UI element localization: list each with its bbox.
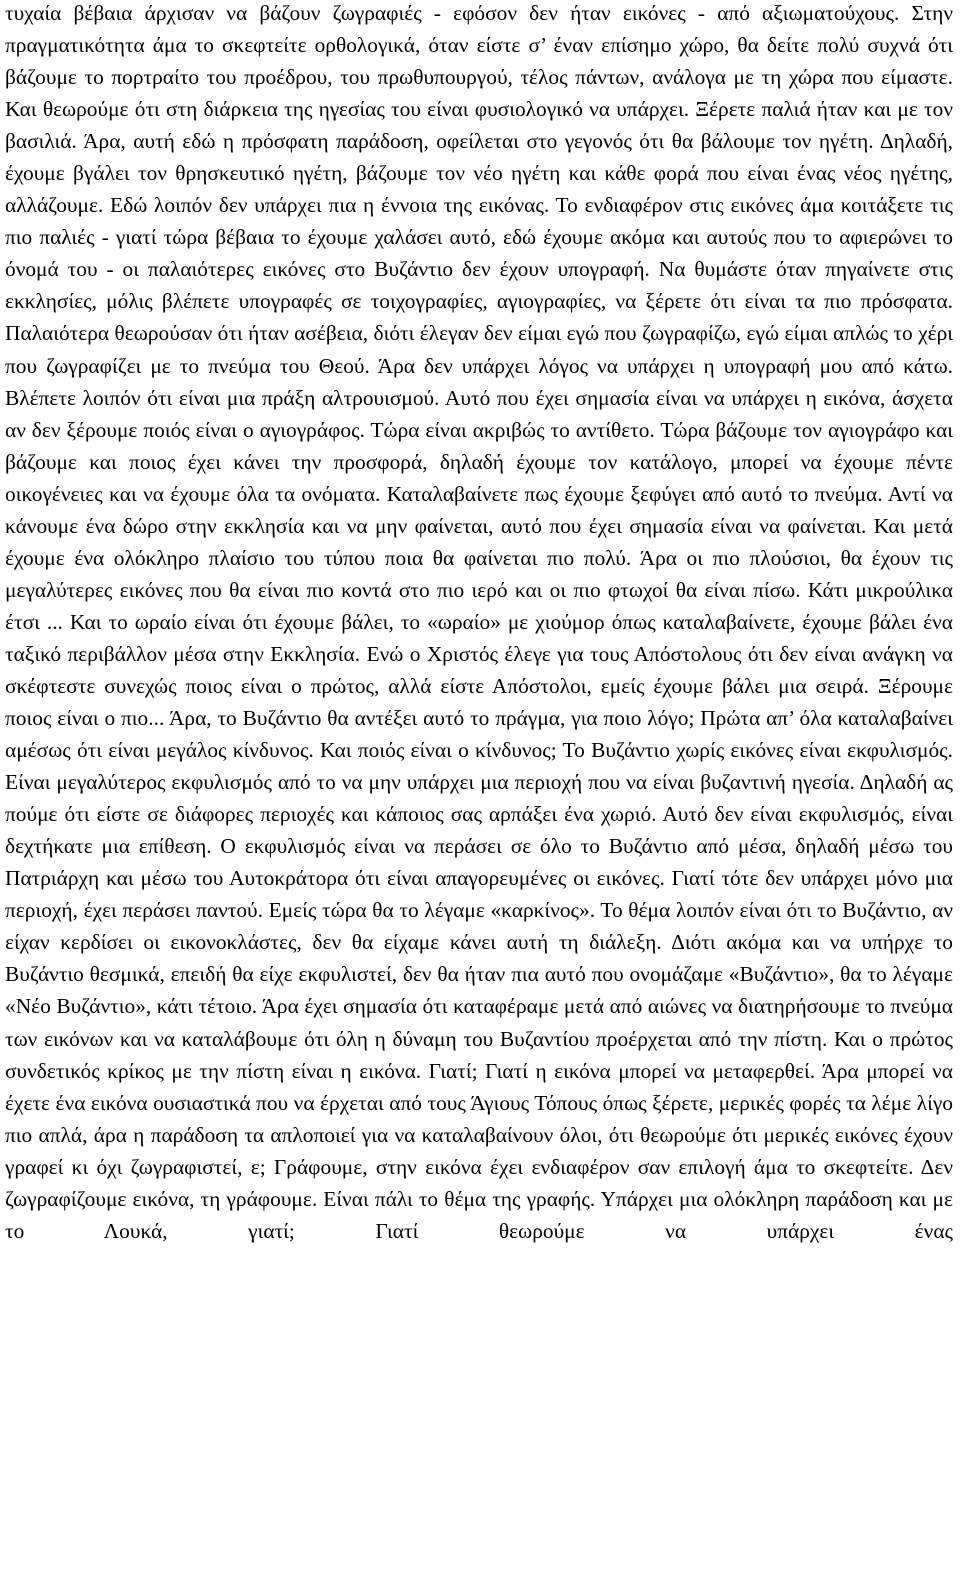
body-paragraph: τυχαία βέβαια άρχισαν να βάζουν ζωγραφιές - εφόσον δεν ήταν εικόνες - από αξιωματούχους. Στην πραγματικότητα άμα το σκεφτείτε ορθολογικά, όταν είστε σ’ έναν επίσημο χώρο, θα δείτε πολύ συχνά ότι βάζουμε το πορτραίτο του προέδρου, του πρωθυπουργού, τέλος πάντων, ανάλογα με τη χώρα που είμαστε. Και θεωρούμε ότι στη διάρκεια της ηγεσίας του είναι φυσιολογικό να υπάρχει. Ξέρετε παλιά ήταν και με τον βασιλιά. Άρα, αυτή εδώ η πρόσφατη παράδοση, οφείλεται στο γεγονός ότι θα βάλουμε τον ηγέτη. Δηλαδή, έχουμε βγάλει τον θρησκευτικό ηγέτη, βάζουμε τον νέο ηγέτη και κάθε φορά που είναι ένας νέος ηγέτης, αλλάζουμε. Εδώ λοιπόν δεν υπάρχει πια η έννοια της εικόνας. Το ενδιαφέρον στις εικόνες άμα κοιτάξετε τις πιο παλιές - γιατί τώρα βέβαια το έχουμε χαλάσει αυτό, εδώ έχουμε ακόμα και αυτούς που το αφιερώνει το όνομά του - οι παλαιότερες εικόνες στο Βυζάντιο δεν έχουν υπογραφή. Να θυμάστε όταν πηγαίνετε στις εκκλησίες, μόλις βλέπετε υπογραφές σε τοιχογραφίες, αγιογραφίες, να ξέρετε ότι είναι τα πιο πρόσφατα. Παλαιότερα θεωρούσαν ότι ήταν ασέβεια, διότι έλεγαν δεν είμαι εγώ που ζωγραφίζω, εγώ είμαι απλώς το χέρι που ζωγραφίζει με το πνεύμα του Θεού. Άρα δεν υπάρχει λόγος να υπάρχει η υπογραφή μου από κάτω. Βλέπετε λοιπόν ότι είναι μια πράξη αλτρουισμού. Αυτό που έχει σημασία είναι να υπάρχει η εικόνα, άσχετα αν δεν ξέρουμε ποιός είναι ο αγιογράφος. Τώρα είναι ακριβώς το αντίθετο. Τώρα βάζουμε τον αγιογράφο και βάζουμε και ποιος έχει κάνει την προσφορά, δηλαδή έχουμε τον κατάλογο, μπορεί να έχουμε πέντε οικογένειες και να έχουμε όλα τα ονόματα. Καταλαβαίνετε πως έχουμε ξεφύγει από αυτό το πνεύμα. Αντί να κάνουμε ένα δώρο στην εκκλησία και να μην φαίνεται, αυτό που έχει σημασία είναι να φαίνεται. Και μετά έχουμε ένα ολόκληρο πλαίσιο του τύπου ποια θα φαίνεται πιο πολύ. Άρα οι πιο πλούσιοι, θα έχουν τις μεγαλύτερες εικόνες που θα είναι πιο κοντά στο πιο ιερό και οι πιο φτωχοί θα είναι πίσω. Κάτι μικρούλικα έτσι ... Και το ωραίο είναι ότι έχουμε βάλει, το «ωραίο» με χιούμορ όπως καταλαβαίνετε, έχουμε βάλει ένα ταξικό περιβάλλον μέσα στην Εκκλησία. Ενώ ο Χριστός έλεγε για τους Απόστολους ότι δεν είναι ανάγκη να σκέφτεστε συνεχώς ποιος είναι ο πρώτος, αλλά είστε Απόστολοι, εμείς έχουμε βάλει μια σειρά. Ξέρουμε ποιος είναι ο πιο... Άρα, το Βυζάντιο θα αντέξει αυτό το πράγμα, για ποιο λόγο; Πρώτα απ’ όλα καταλαβαίνει αμέσως ότι είναι μεγάλος κίνδυνος. Και ποιός είναι ο κίνδυνος; Το Βυζάντιο χωρίς εικόνες είναι εκφυλισμός. Είναι μεγαλύτερος εκφυλισμός από το να μην υπάρχει μια περιοχή που να είναι βυζαντινή ηγεσία. Δηλαδή ας πούμε ότι είστε σε διάφορες περιοχές και κάποιος σας αρπάξει ένα χωριό. Αυτό δεν είναι εκφυλισμός, είναι δεχτήκατε μια επίθεση. Ο εκφυλισμός είναι να περάσει σε όλο το Βυζάντιο από μέσα, δηλαδή μέσω του Πατριάρχη και μέσω του Αυτοκράτορα ότι είναι απαγορευμένες οι εικόνες. Γιατί τότε δεν υπάρχει μόνο μια περιοχή, έχει περάσει παντού. Εμείς τώρα θα το λέγαμε «καρκίνος». Το θέμα λοιπόν είναι ότι το Βυζάντιο, αν είχαν κερδίσει οι εικονοκλάστες, δεν θα είχαμε κάνει αυτή τη διάλεξη. Διότι ακόμα και να υπήρχε το Βυζάντιο θεσμικά, επειδή θα είχε εκφυλιστεί, δεν θα ήταν πια αυτό που ονομάζαμε «Βυζάντιο», θα το λέγαμε «Νέο Βυζάντιο», κάτι τέτοιο. Άρα έχει σημασία ότι καταφέραμε μετά από αιώνες να διατηρήσουμε το πνεύμα των εικόνων και να καταλάβουμε ότι όλη η δύναμη του Βυζαντίου προέρχεται από την πίστη. Και ο πρώτος συνδετικός κρίκος με την πίστη είναι η εικόνα. Γιατί; Γιατί η εικόνα μπορεί να μεταφερθεί. Άρα μπορεί να έχετε ένα εικόνα ουσιαστικά που να έρχεται από τους Άγιους Τόπους όπως ξέρετε, μερικές φορές τα λέμε λίγο πιο απλά, άρα η παράδοση τα απλοποιεί για να καταλαβαίνουν όλοι, ότι θεωρούμε ότι μερικές εικόνες έχουν γραφεί κι όχι ζωγραφιστεί, ε; Γράφουμε, στην εικόνα έχει ενδιαφέρον σαν επιλογή άμα το σκεφτείτε. Δεν ζωγραφίζουμε εικόνα, τη γράφουμε. Είναι πάλι το θέμα της γραφής. Υπάρχει μια ολόκληρη παράδοση και με το Λουκά, γιατί; Γιατί θεωρούμε να υπάρχει ένας [5,1,953,1243]
